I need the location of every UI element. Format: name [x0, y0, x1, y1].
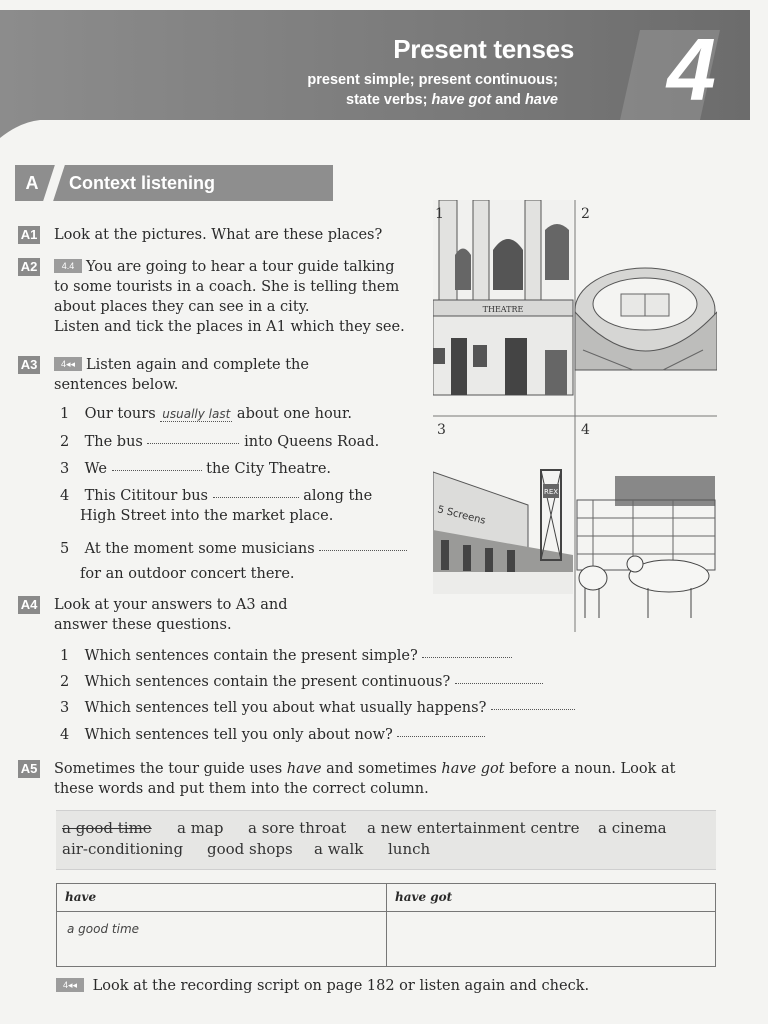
picture-label: 1 [435, 206, 444, 222]
handwritten-answer[interactable]: usually last [162, 407, 231, 421]
cinema-sign: 5 Screens [436, 504, 487, 527]
a4-question: 2 Which sentences contain the present continuous? [60, 671, 543, 692]
a3-item: 2 The bus into Queens Road. [60, 431, 379, 452]
unit-number: 4 [667, 20, 716, 119]
word-item: air-conditioning [62, 840, 184, 858]
theatre-picture [433, 200, 573, 395]
table-header-have-got: have got [387, 884, 716, 912]
have-column-cell[interactable] [57, 912, 387, 967]
answer-blank[interactable] [422, 645, 512, 658]
audio-replay-badge: 4◂◂ [56, 978, 84, 992]
table-header-have: have [57, 884, 387, 912]
a4-instruction: Look at your answers to A3 and answer these questions. [54, 597, 288, 633]
word-item: a sore throat [248, 819, 347, 837]
word-item: a walk [314, 840, 364, 858]
handwritten-example: a good time [67, 922, 140, 936]
section-title: Context listening [69, 172, 216, 193]
have-got-column-cell[interactable] [387, 912, 716, 967]
answer-blank[interactable] [213, 485, 299, 498]
answer-blank[interactable] [147, 431, 239, 444]
answer-blank[interactable] [112, 458, 202, 471]
theatre-sign: THEATRE [482, 305, 524, 314]
have-havegot-table [56, 883, 716, 967]
word-item: a good time [62, 819, 152, 837]
word-item: a new entertainment centre [367, 819, 580, 837]
audio-replay-badge: 4◂◂ [54, 357, 82, 371]
word-item: a map [177, 819, 224, 837]
word-item: good shops [207, 840, 293, 858]
stadium-picture [575, 268, 717, 370]
place-pictures [433, 200, 717, 632]
a2-line: 4.4 You are going to hear a tour guide talking [54, 257, 424, 277]
exercise-tag-a1: A1 [18, 226, 40, 244]
exercise-tag-a3: A3 [18, 356, 40, 374]
section-heading [15, 165, 333, 201]
answer-blank[interactable] [491, 697, 575, 710]
picture-label: 4 [581, 422, 590, 438]
subtitle-line-2: state verbs; have got and have [346, 92, 558, 108]
a4-question: 4 Which sentences tell you only about now? [60, 724, 485, 745]
a1-instruction: Look at the pictures. What are these places? [54, 227, 383, 243]
cinema-tower-sign: REX [543, 488, 559, 496]
cinema-picture [433, 470, 573, 594]
a2-line: to some tourists in a coach. She is telling them [54, 279, 400, 295]
unit-subtitle [307, 70, 558, 110]
unit-header-banner [0, 10, 750, 138]
check-instruction: 4◂◂ Look at the recording script on page 182 or listen again and check. [56, 976, 589, 996]
a3-instruction: 4◂◂ Listen again and complete the sentences below. [54, 357, 309, 393]
picture-label: 3 [437, 422, 446, 438]
answer-blank[interactable] [397, 724, 485, 737]
a3-item: 4 This Cititour bus along the High Street into the market place. [60, 485, 372, 526]
a4-question: 1 Which sentences contain the present simple? [60, 645, 512, 666]
market-picture [577, 476, 715, 618]
exercise-tag-a2: A2 [18, 258, 40, 276]
a2-instruction [54, 257, 424, 337]
audio-track-badge: 4.4 [54, 259, 82, 273]
a3-item: 3 We the City Theatre. [60, 458, 331, 479]
exercise-tag-a5: A5 [18, 760, 40, 778]
a5-instruction: Sometimes the tour guide uses have and sometimes have got before a noun. Look at these words and put them into the correct column. [54, 761, 676, 797]
unit-title: Present tenses [393, 34, 574, 64]
picture-label: 2 [581, 206, 590, 222]
section-letter: A [25, 172, 39, 193]
exercise-tag-a4: A4 [18, 596, 40, 614]
answer-blank[interactable] [455, 671, 543, 684]
subtitle-line-1: present simple; present continuous; [307, 72, 558, 88]
a3-item: 1 Our tours usually last about one hour. [60, 406, 352, 422]
a2-line: Listen and tick the places in A1 which they see. [54, 319, 405, 335]
word-box [56, 810, 716, 870]
word-item: lunch [388, 840, 431, 858]
a3-item: 5 At the moment some musicians for an outdoor concert there. [60, 538, 407, 584]
answer-blank[interactable] [319, 538, 407, 551]
a4-question: 3 Which sentences tell you about what usually happens? [60, 697, 575, 718]
word-item: a cinema [598, 819, 667, 837]
a2-line: about places they can see in a city. [54, 299, 310, 315]
